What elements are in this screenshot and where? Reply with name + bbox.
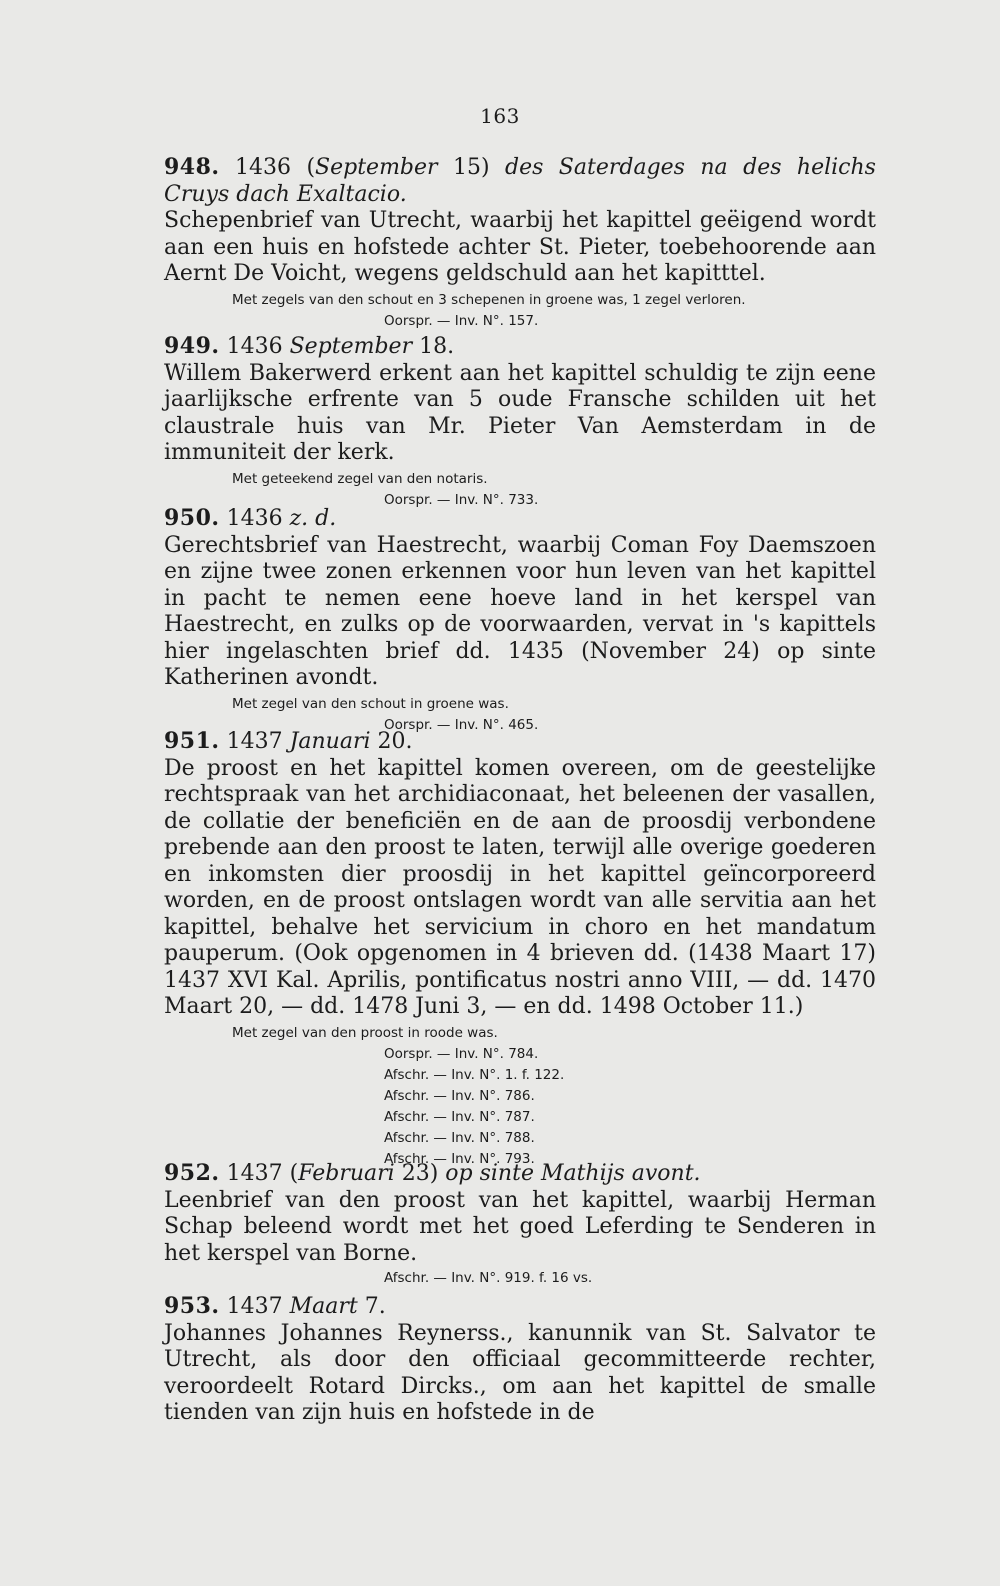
entry-date: 1437 — [226, 729, 290, 754]
entry-heading — [164, 505, 876, 533]
entry-date-rest: 7. — [357, 1294, 386, 1319]
entry-text: Gerechtsbrief van Haestrecht, waarbij Coman Foy Daemszoen en zijne twee zonen erkennen voor hun leven van het kapittel in pacht te nemen eene hoeve land in het kerspel van Haestrecht, en zulks op de voorwaarden, vervat in 's kapittels hier ingelaschten brief dd. 1435 (November 24) op sinte Katherinen avondt. — [164, 532, 876, 690]
entry-text: Leenbrief van den proost van het kapittel, waarbij Herman Schap beleend wordt met het goed Leferding te Senderen in het kerspel van Borne. — [164, 1187, 876, 1266]
entry-date: 1436 — [226, 334, 290, 359]
entry-date-italic: Februari — [298, 1161, 395, 1186]
entry-date-rest: 20. — [370, 729, 413, 754]
seal-note: Met zegel van den schout in groene was. — [232, 695, 509, 712]
entry-948 — [164, 154, 876, 332]
archive-references — [384, 1044, 876, 1170]
archive-reference: Afschr. — Inv. N°. 919. f. 16 vs. — [384, 1270, 593, 1286]
archive-reference: Oorspr. — Inv. N°. 157. — [384, 312, 539, 329]
archive-reference: Afschr. — Inv. N°. 786. — [384, 1087, 535, 1104]
entry-heading — [164, 154, 876, 208]
entry-date: 1436 ( — [235, 155, 316, 180]
archive-reference: Afschr. — Inv. N°. 787. — [384, 1108, 535, 1125]
entry-date: 1437 ( — [226, 1161, 299, 1186]
entry-date-italic: z. d. — [289, 506, 337, 531]
seal-note: Met geteekend zegel van den notaris. — [232, 470, 488, 487]
entry-date-rest: 23) — [394, 1161, 446, 1186]
entry-heading — [164, 333, 876, 361]
entry-text: Schepenbrief van Utrecht, waarbij het kapittel geëigend wordt aan een huis en hofstede achter St. Pieter, toebehoorende aan Aernt De Voicht, wegens geldschuld aan het kapitttel. — [164, 208, 876, 286]
entry-date-italic: Januari — [289, 729, 371, 754]
entry-heading — [164, 1160, 876, 1188]
archive-reference: Afschr. — Inv. N°. 1. f. 122. — [384, 1066, 565, 1083]
entry-date-phrase: des Saterdages na des helichs Cruys dach Exaltacio. — [164, 155, 876, 207]
entry-number: 952. — [164, 1160, 220, 1186]
entry-952 — [164, 1160, 876, 1289]
archive-references — [384, 311, 876, 332]
archive-reference: Afschr. — Inv. N°. 788. — [384, 1129, 535, 1146]
entry-date-rest: 18. — [412, 334, 455, 359]
archive-reference: Oorspr. — Inv. N°. 784. — [384, 1045, 539, 1062]
page-number: 163 — [480, 104, 520, 128]
entry-number: 948. — [164, 154, 220, 180]
entry-number: 949. — [164, 333, 220, 359]
entry-date-italic: September — [315, 155, 438, 180]
entry-number: 950. — [164, 505, 220, 531]
entry-date: 1436 — [226, 506, 290, 531]
entry-text: Willem Bakerwerd erkent aan het kapittel schuldig te zijn eene jaarlijksche erfrente van 5 oude Fransche schilden uit het claustrale huis van Mr. Pieter Van Aemsterdam in de immuniteit der kerk. — [164, 360, 876, 465]
archive-reference: Afschr. — Inv. N°. 793. — [384, 1150, 535, 1167]
entry-date: 1437 — [226, 1294, 290, 1319]
entry-number: 951. — [164, 728, 220, 754]
archive-reference: Oorspr. — Inv. N°. 733. — [384, 491, 539, 508]
seal-note: Met zegels van den schout en 3 schepenen in groene was, 1 zegel verloren. — [232, 291, 746, 308]
entry-951 — [164, 728, 876, 1170]
entry-text: De proost en het kapittel komen overeen, om de geestelijke rechtspraak van het archidiaconaat, het beleenen der vasallen, de collatie der beneficiën en de aan de proosdij verbondene prebende aan den proost te laten, terwijl alle overige goederen en inkomsten dier proosdij in het kapittel geïncorporeerd worden, en de proost ontslagen wordt van alle servitia aan het kapittel, behalve het servicium in choro en het mandatum pauperum. (Ook opgenomen in 4 brieven dd. (1438 Maart 17) 1437 XVI Kal. Aprilis, pontificatus nostri anno VIII, — dd. 1470 Maart 20, — dd. 1478 Juni 3, — en dd. 1498 October 11.) — [164, 755, 876, 1019]
entry-950 — [164, 505, 876, 736]
entry-953 — [164, 1293, 876, 1427]
entry-949 — [164, 333, 876, 511]
entry-date-italic: September — [289, 334, 413, 359]
entry-heading — [164, 728, 876, 756]
seal-note: Met zegel van den proost in roode was. — [232, 1024, 498, 1041]
entry-text: Johannes Johannes Reynerss., kanunnik van St. Salvator te Utrecht, als door den officiaal gecommitteerde rechter, veroordeelt Rotard Dircks., om aan het kapittel de smalle tienden van zijn huis en hofstede in de — [164, 1320, 876, 1425]
archive-reference: Oorspr. — Inv. N°. 465. — [384, 716, 539, 733]
entry-date-rest: 15) — [437, 155, 505, 180]
entry-date-italic: Maart — [289, 1294, 358, 1319]
entry-date-phrase: op sinte Mathijs avont. — [445, 1161, 701, 1186]
archive-references — [384, 1268, 876, 1289]
entry-number: 953. — [164, 1293, 220, 1319]
entry-heading — [164, 1293, 876, 1321]
